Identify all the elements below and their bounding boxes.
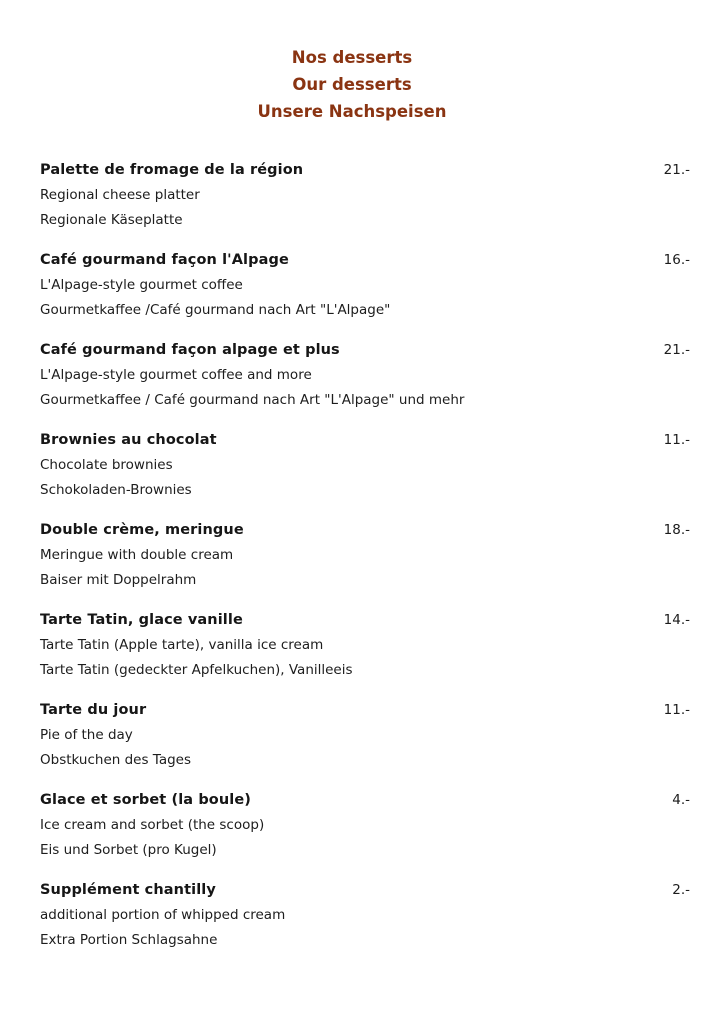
item-head xyxy=(40,158,690,183)
item-translation-german: Gourmetkaffee / Café gourmand nach Art "L'Alpage" und mehr xyxy=(40,392,465,408)
menu-title xyxy=(0,44,724,125)
item-translation-german: Gourmetkaffee /Café gourmand nach Art "L'Alpage" xyxy=(40,302,391,318)
item-translation-english: Ice cream and sorbet (the scoop) xyxy=(40,817,265,833)
item-name-french: Supplément chantilly xyxy=(40,882,216,898)
item-translation-english: Chocolate brownies xyxy=(40,457,173,473)
item-translation-english: Pie of the day xyxy=(40,727,133,743)
item-price: 2.- xyxy=(672,882,690,898)
item-translation-german: Eis und Sorbet (pro Kugel) xyxy=(40,842,217,858)
item-head xyxy=(40,428,690,453)
item-name-french: Palette de fromage de la région xyxy=(40,162,304,178)
item-translation-german: Regionale Käseplatte xyxy=(40,212,183,228)
menu-item xyxy=(40,338,690,413)
menu-item-list xyxy=(0,158,724,953)
item-name-french: Tarte du jour xyxy=(40,702,147,718)
item-price: 14.- xyxy=(663,612,690,628)
item-translation-english: Meringue with double cream xyxy=(40,547,234,563)
item-price: 21.- xyxy=(663,162,690,178)
item-head xyxy=(40,698,690,723)
item-translation-english: L'Alpage-style gourmet coffee and more xyxy=(40,367,312,383)
item-translation-german: Tarte Tatin (gedeckter Apfelkuchen), Vanilleeis xyxy=(40,662,353,678)
item-price: 21.- xyxy=(663,342,690,358)
item-name-french: Tarte Tatin, glace vanille xyxy=(40,612,243,628)
menu-title-german: Unsere Nachspeisen xyxy=(257,102,447,121)
item-price: 4.- xyxy=(672,792,690,808)
item-price: 16.- xyxy=(663,252,690,268)
menu-item xyxy=(40,158,690,233)
item-name-french: Double crème, meringue xyxy=(40,522,244,538)
item-price: 11.- xyxy=(663,702,690,718)
menu-item xyxy=(40,788,690,863)
menu-item xyxy=(40,878,690,953)
menu-item xyxy=(40,428,690,503)
item-head xyxy=(40,878,690,903)
menu-item xyxy=(40,698,690,773)
item-translation-english: additional portion of whipped cream xyxy=(40,907,286,923)
menu-title-english: Our desserts xyxy=(292,75,412,94)
item-translation-german: Extra Portion Schlagsahne xyxy=(40,932,218,948)
item-head xyxy=(40,608,690,633)
item-head xyxy=(40,248,690,273)
item-price: 11.- xyxy=(663,432,690,448)
menu-item xyxy=(40,248,690,323)
item-translation-german: Baiser mit Doppelrahm xyxy=(40,572,197,588)
menu-item xyxy=(40,518,690,593)
item-translation-german: Obstkuchen des Tages xyxy=(40,752,192,768)
item-name-french: Café gourmand façon alpage et plus xyxy=(40,342,340,358)
item-head xyxy=(40,518,690,543)
item-translation-english: Tarte Tatin (Apple tarte), vanilla ice cream xyxy=(40,637,324,653)
item-translation-english: L'Alpage-style gourmet coffee xyxy=(40,277,243,293)
item-name-french: Glace et sorbet (la boule) xyxy=(40,792,252,808)
menu-title-french: Nos desserts xyxy=(291,48,413,67)
item-head xyxy=(40,338,690,363)
item-head xyxy=(40,788,690,813)
item-price: 18.- xyxy=(663,522,690,538)
menu-item xyxy=(40,608,690,683)
item-translation-english: Regional cheese platter xyxy=(40,187,200,203)
item-name-french: Café gourmand façon l'Alpage xyxy=(40,252,289,268)
item-name-french: Brownies au chocolat xyxy=(40,432,217,448)
item-translation-german: Schokoladen-Brownies xyxy=(40,482,192,498)
